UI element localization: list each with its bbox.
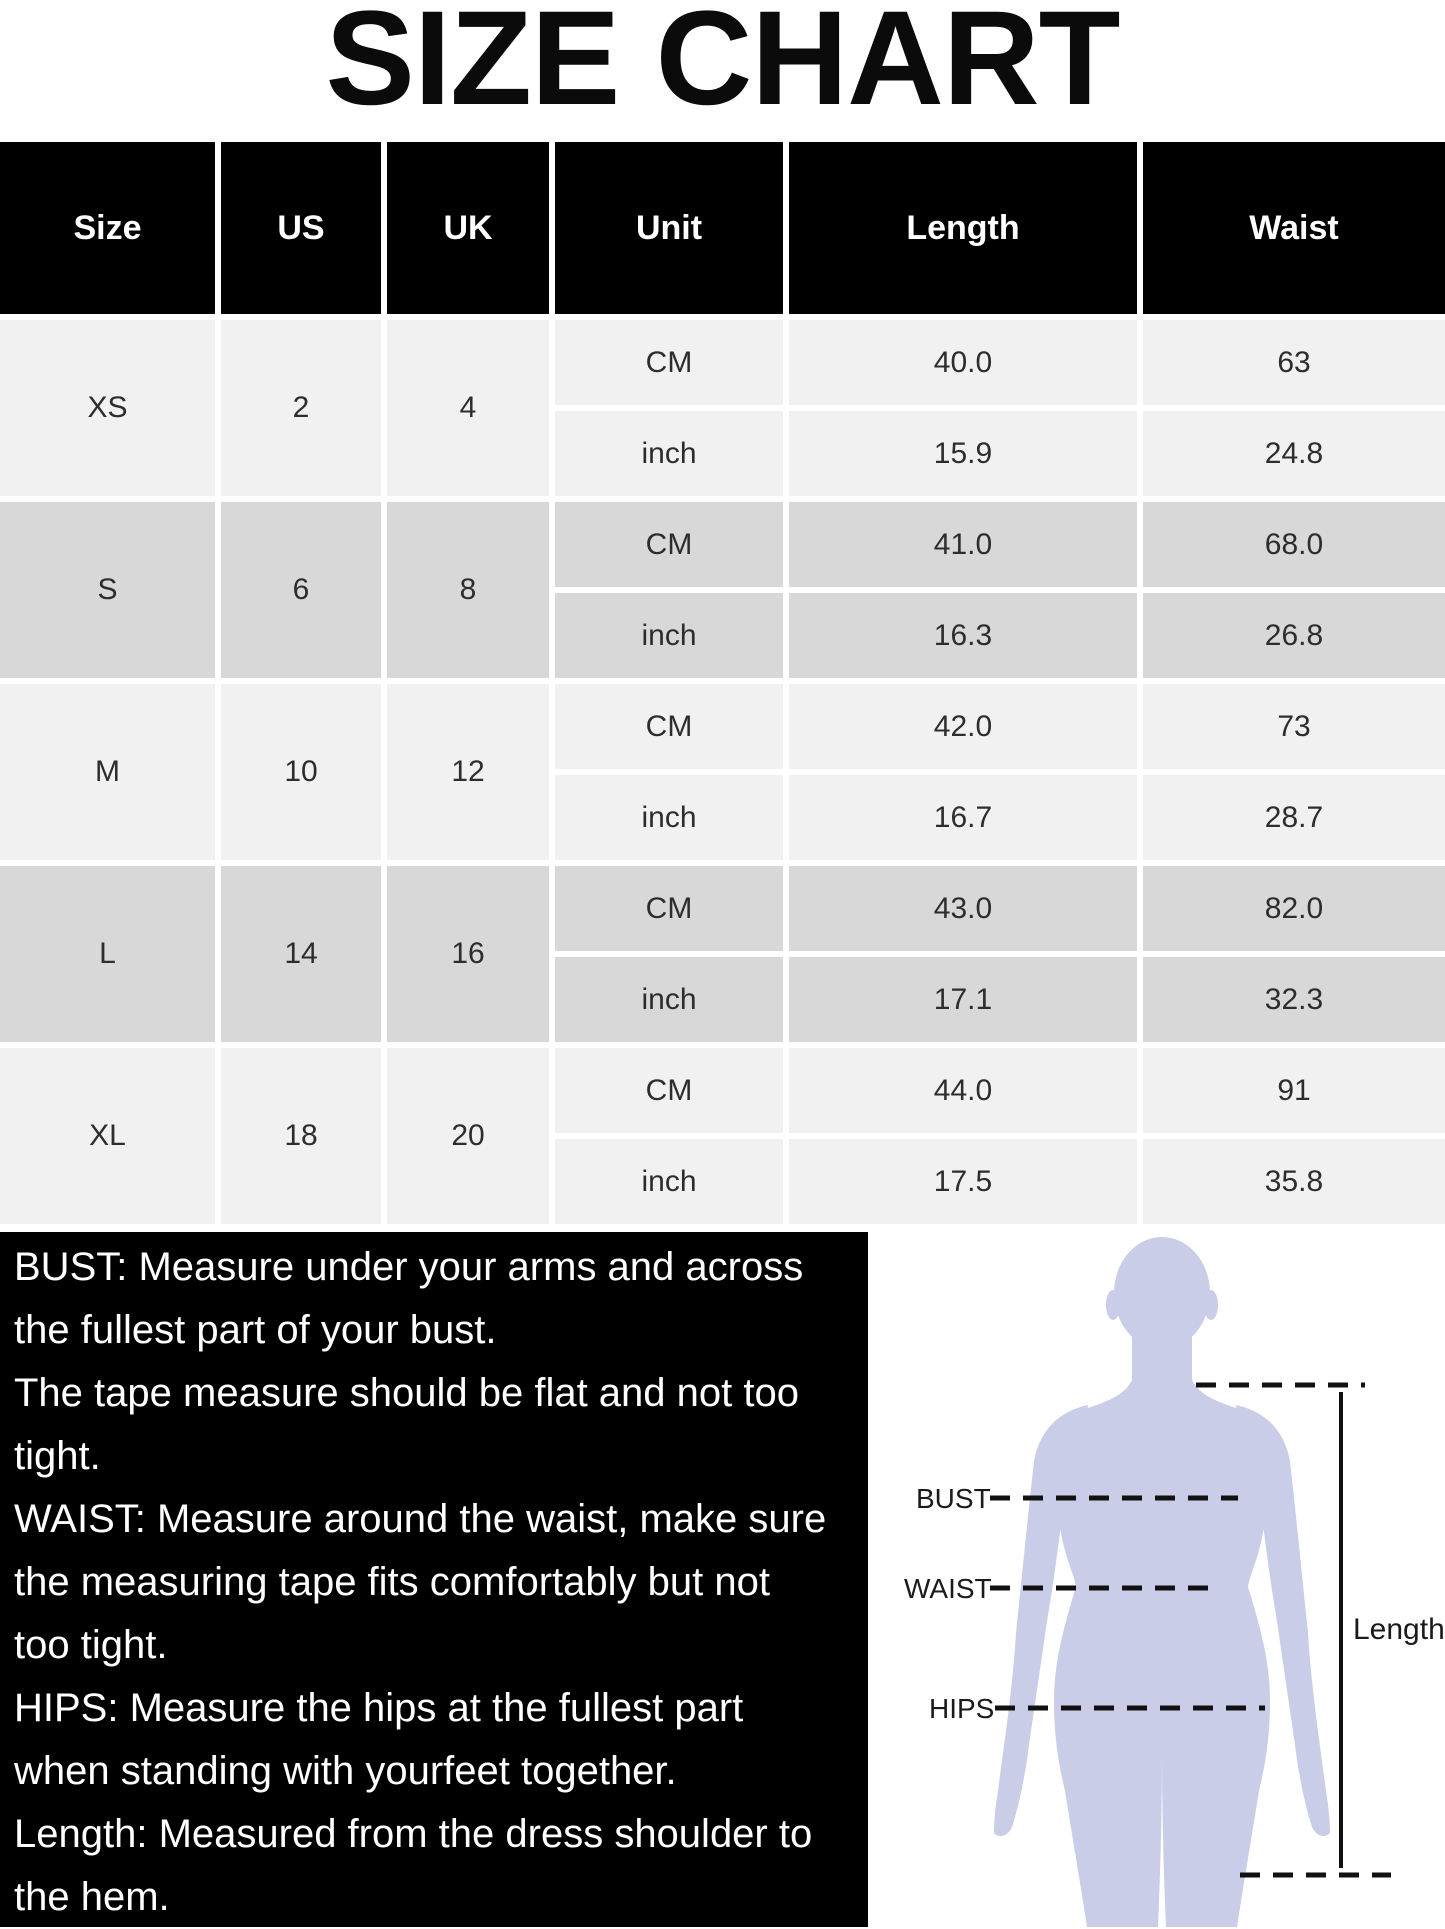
cell-length: 16.3 — [789, 593, 1137, 678]
cell-unit: CM — [555, 502, 783, 587]
cell-unit: inch — [555, 593, 783, 678]
cell-unit: CM — [555, 320, 783, 405]
header-cell-size: Size — [0, 142, 215, 314]
cell-length: 17.1 — [789, 957, 1137, 1042]
cell-uk: 12 — [387, 684, 549, 860]
cell-waist: 82.0 — [1143, 866, 1445, 951]
cell-waist: 63 — [1143, 320, 1445, 405]
hips-label: HIPS — [929, 1693, 995, 1724]
cell-length: 43.0 — [789, 866, 1137, 951]
cell-waist: 35.8 — [1143, 1139, 1445, 1224]
cell-uk: 16 — [387, 866, 549, 1042]
header-cell-uk: UK — [387, 142, 549, 314]
instruction-line: Length: Measured from the dress shoulder to — [14, 1812, 813, 1856]
cell-waist: 28.7 — [1143, 775, 1445, 860]
instruction-line: The tape measure should be flat and not too — [14, 1371, 799, 1415]
cell-length: 44.0 — [789, 1048, 1137, 1133]
cell-waist: 91 — [1143, 1048, 1445, 1133]
cell-waist: 24.8 — [1143, 411, 1445, 496]
page-title: SIZE CHART — [325, 0, 1120, 133]
cell-us: 10 — [221, 684, 381, 860]
header-cell-unit: Unit — [555, 142, 783, 314]
bust-label: BUST — [916, 1483, 991, 1514]
cell-us: 2 — [221, 320, 381, 496]
cell-length: 41.0 — [789, 502, 1137, 587]
cell-uk: 4 — [387, 320, 549, 496]
header-cell-length: Length — [789, 142, 1137, 314]
cell-size: XS — [0, 320, 215, 496]
cell-length: 15.9 — [789, 411, 1137, 496]
cell-waist: 68.0 — [1143, 502, 1445, 587]
measuring-instructions — [0, 1232, 868, 1927]
cell-unit: inch — [555, 411, 783, 496]
cell-size: XL — [0, 1048, 215, 1224]
cell-waist: 26.8 — [1143, 593, 1445, 678]
cell-uk: 20 — [387, 1048, 549, 1224]
length-label: Length — [1353, 1613, 1445, 1646]
cell-unit: inch — [555, 775, 783, 860]
instruction-line: when standing with yourfeet together. — [14, 1749, 677, 1793]
instruction-line: HIPS: Measure the hips at the fullest part — [14, 1686, 744, 1730]
cell-unit: inch — [555, 957, 783, 1042]
instruction-line: too tight. — [14, 1623, 168, 1667]
cell-unit: inch — [555, 1139, 783, 1224]
cell-unit: CM — [555, 866, 783, 951]
cell-length: 17.5 — [789, 1139, 1137, 1224]
measurement-diagram — [868, 1235, 1445, 1927]
cell-length: 40.0 — [789, 320, 1137, 405]
cell-unit: CM — [555, 1048, 783, 1133]
instruction-line: BUST: Measure under your arms and across — [14, 1245, 804, 1289]
instruction-line: the measuring tape fits comfortably but not — [14, 1560, 770, 1604]
instruction-line: tight. — [14, 1434, 101, 1478]
cell-waist: 32.3 — [1143, 957, 1445, 1042]
instruction-line: WAIST: Measure around the waist, make sure — [14, 1497, 827, 1541]
instruction-line: the fullest part of your bust. — [14, 1308, 497, 1352]
instruction-line: the hem. — [14, 1875, 170, 1919]
size-chart-table — [0, 142, 1445, 1224]
cell-length: 42.0 — [789, 684, 1137, 769]
cell-uk: 8 — [387, 502, 549, 678]
header-cell-us: US — [221, 142, 381, 314]
figure-silhouette — [994, 1237, 1330, 1927]
cell-length: 16.7 — [789, 775, 1137, 860]
cell-size: S — [0, 502, 215, 678]
waist-label: WAIST — [904, 1573, 992, 1604]
cell-us: 18 — [221, 1048, 381, 1224]
cell-size: M — [0, 684, 215, 860]
header-cell-waist: Waist — [1143, 142, 1445, 314]
cell-size: L — [0, 866, 215, 1042]
cell-waist: 73 — [1143, 684, 1445, 769]
cell-unit: CM — [555, 684, 783, 769]
cell-us: 14 — [221, 866, 381, 1042]
cell-us: 6 — [221, 502, 381, 678]
